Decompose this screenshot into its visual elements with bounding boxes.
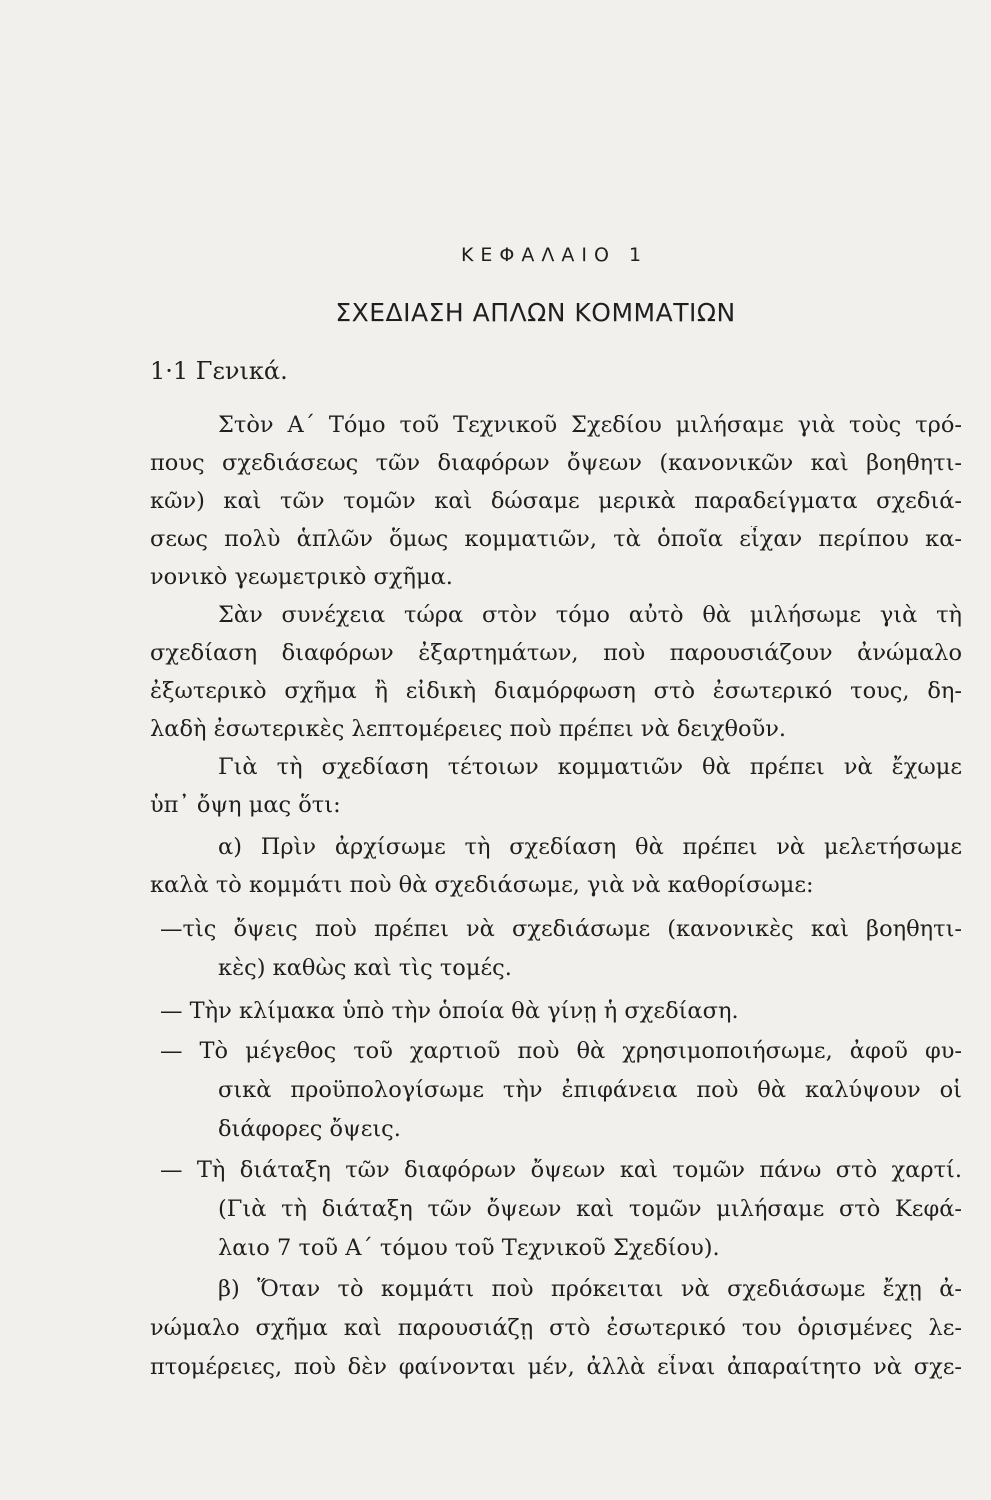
text-line: α) Πρὶν ἀρχίσωμε τὴ σχεδίαση θὰ πρέπει νὰ μελετήσωμε: [218, 834, 962, 860]
text-line: κῶν) καὶ τῶν τομῶν καὶ δώσαμε μερικὰ παραδείγματα σχεδιά-: [150, 488, 962, 514]
text-line: πτομέρειες, ποὺ δὲν φαίνονται μέν, ἀλλὰ εἶναι ἀπαραίτητο νὰ σχε-: [150, 1354, 962, 1380]
text-line: λαδὴ ἐσωτερικὲς λεπτομέρειες ποὺ πρέπει νὰ δειχθοῦν.: [150, 716, 787, 742]
list-item: —τὶς ὄψεις ποὺ πρέπει νὰ σχεδιάσωμε (κανονικὲς καὶ βοηθητι-: [160, 916, 962, 942]
text-line: ὑπ᾿ ὄψη μας ὅτι:: [150, 792, 341, 818]
text-line: σχεδίαση διαφόρων ἐξαρτημάτων, ποὺ παρουσιάζουν ἀνώμαλο: [150, 640, 962, 666]
text-line: πους σχεδιάσεως τῶν διαφόρων ὄψεων (κανονικῶν καὶ βοηθητι-: [150, 450, 962, 476]
list-item: — Τὴν κλίμακα ὑπὸ τὴν ὁποία θὰ γίνῃ ἡ σχεδίαση.: [160, 998, 739, 1024]
chapter-number: ΚΕΦΑΛΑΙΟ 1: [460, 244, 649, 266]
text-line: κὲς) καθὼς καὶ τὶς τομές.: [218, 955, 512, 981]
text-line: λαιο 7 τοῦ Α΄ τόμου τοῦ Τεχνικοῦ Σχεδίου).: [218, 1235, 720, 1261]
text-line: (Γιὰ τὴ διάταξη τῶν ὄψεων καὶ τομῶν μιλήσαμε στὸ Κεφά-: [218, 1196, 962, 1222]
text-line: Σὰν συνέχεια τώρα στὸν τόμο αὐτὸ θὰ μιλήσωμε γιὰ τὴ: [218, 602, 962, 628]
list-item: — Τὸ μέγεθος τοῦ χαρτιοῦ ποὺ θὰ χρησιμοποιήσωμε, ἀφοῦ φυ-: [160, 1038, 962, 1064]
text-line: ἐξωτερικὸ σχῆμα ἢ εἰδικὴ διαμόρφωση στὸ ἐσωτερικό τους, δη-: [150, 678, 962, 704]
section-heading: 1·1 Γενικά.: [150, 357, 288, 385]
text-line: β) Ὅταν τὸ κομμάτι ποὺ πρόκειται νὰ σχεδιάσωμε ἔχῃ ἀ-: [218, 1276, 962, 1302]
text-line: νώμαλο σχῆμα καὶ παρουσιάζῃ στὸ ἐσωτερικό του ὁρισμένες λε-: [150, 1315, 962, 1341]
text-line: νονικὸ γεωμετρικὸ σχῆμα.: [150, 564, 453, 590]
text-line: σεως πολὺ ἁπλῶν ὅμως κομματιῶν, τὰ ὁποῖα εἶχαν περίπου κα-: [150, 526, 962, 552]
text-line: Στὸν Α΄ Τόμο τοῦ Τεχνικοῦ Σχεδίου μιλήσαμε γιὰ τοὺς τρό-: [218, 412, 962, 438]
text-line: καλὰ τὸ κομμάτι ποὺ θὰ σχεδιάσωμε, γιὰ νὰ καθορίσωμε:: [150, 872, 814, 898]
text-line: Γιὰ τὴ σχεδίαση τέτοιων κομματιῶν θὰ πρέπει νὰ ἔχωμε: [218, 754, 962, 780]
text-line: διάφορες ὄψεις.: [218, 1116, 401, 1142]
text-line: σικὰ προϋπολογίσωμε τὴν ἐπιφάνεια ποὺ θὰ καλύψουν οἱ: [218, 1077, 962, 1103]
list-item: — Τὴ διάταξη τῶν διαφόρων ὄψεων καὶ τομῶν πάνω στὸ χαρτί.: [160, 1157, 962, 1183]
chapter-title: ΣΧΕΔΙΑΣΗ ΑΠΛΩΝ ΚΟΜΜΑΤΙΩΝ: [335, 298, 736, 327]
